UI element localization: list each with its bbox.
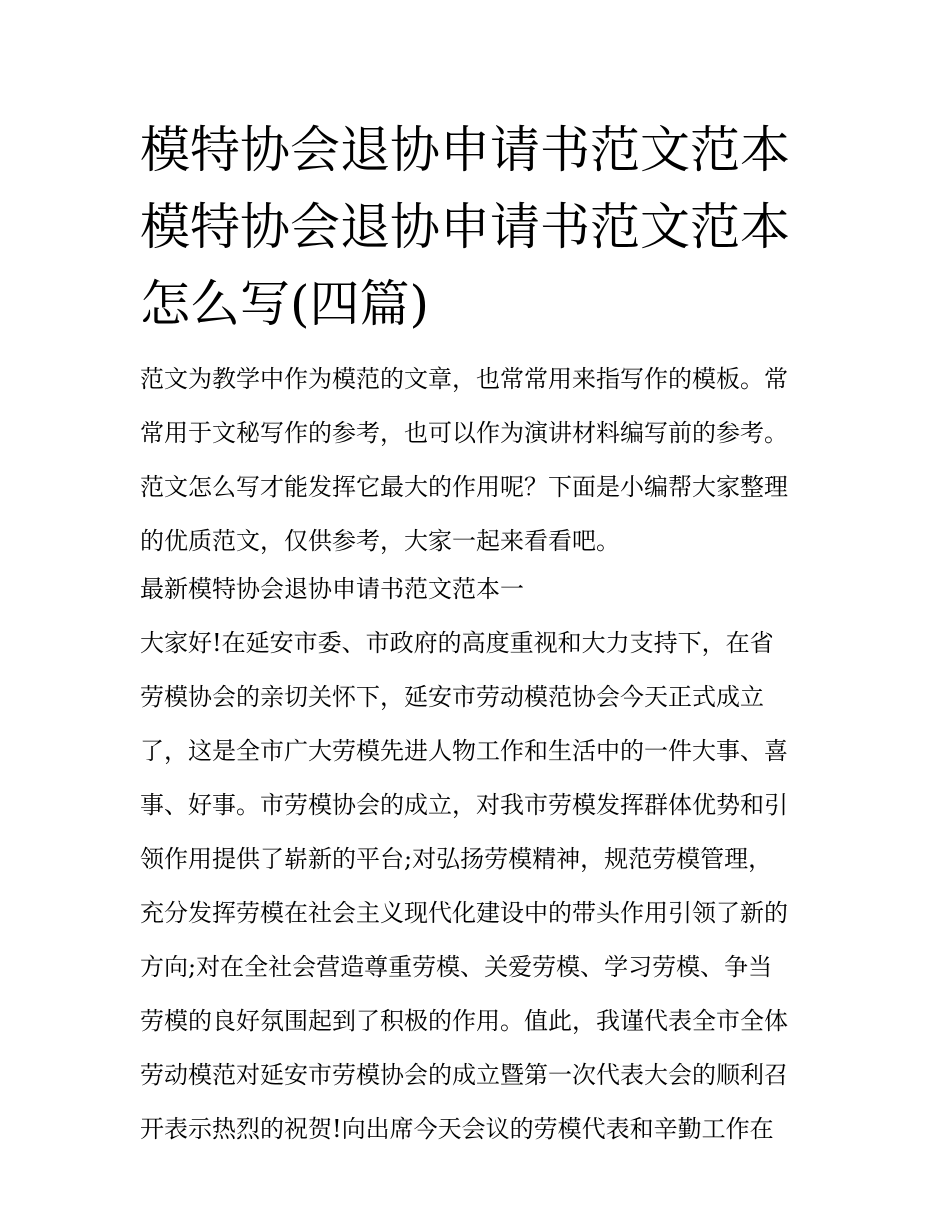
title-line: 模特协会退协申请书范文范本 <box>140 121 790 179</box>
section-line: 方向;对在全社会营造尊重劳模、关爱劳模、学习劳模、争当 <box>140 953 773 981</box>
section-line: 劳模的良好氛围起到了积极的作用。值此，我谨代表全市全体 <box>140 1007 788 1035</box>
section-line: 了，这是全市广大劳模先进人物工作和生活中的一件大事、喜 <box>140 737 788 765</box>
document-body <box>140 356 830 1160</box>
intro-line: 的优质范文，仅供参考，大家一起来看看吧。 <box>140 527 620 555</box>
section-line: 充分发挥劳模在社会主义现代化建设中的带头作用引领了新的 <box>140 899 788 927</box>
section-line: 领作用提供了崭新的平台;对弘扬劳模精神，规范劳模管理， <box>140 845 773 873</box>
section-line: 劳模协会的亲切关怀下，延安市劳动模范协会今天正式成立 <box>140 683 764 711</box>
section-heading: 最新模特协会退协申请书范文范本一 <box>140 575 524 603</box>
intro-line: 范文为教学中作为模范的文章，也常常用来指写作的模板。常 <box>140 365 788 393</box>
title-line: 怎么写(四篇) <box>140 275 430 333</box>
intro-line: 范文怎么写才能发挥它最大的作用呢？下面是小编帮大家整理 <box>140 473 788 501</box>
section-line: 劳动模范对延安市劳模协会的成立暨第一次代表大会的顺利召 <box>140 1061 788 1089</box>
intro-line: 常用于文秘写作的参考，也可以作为演讲材料编写前的参考。 <box>140 419 788 447</box>
title-line: 模特协会退协申请书范文范本 <box>140 198 790 256</box>
document-title <box>140 112 830 343</box>
section-line: 开表示热烈的祝贺!向出席今天会议的劳模代表和辛勤工作在 <box>140 1115 774 1143</box>
section-line: 大家好!在延安市委、市政府的高度重视和大力支持下，在省 <box>140 629 774 657</box>
section-line: 事、好事。市劳模协会的成立，对我市劳模发挥群体优势和引 <box>140 791 788 819</box>
